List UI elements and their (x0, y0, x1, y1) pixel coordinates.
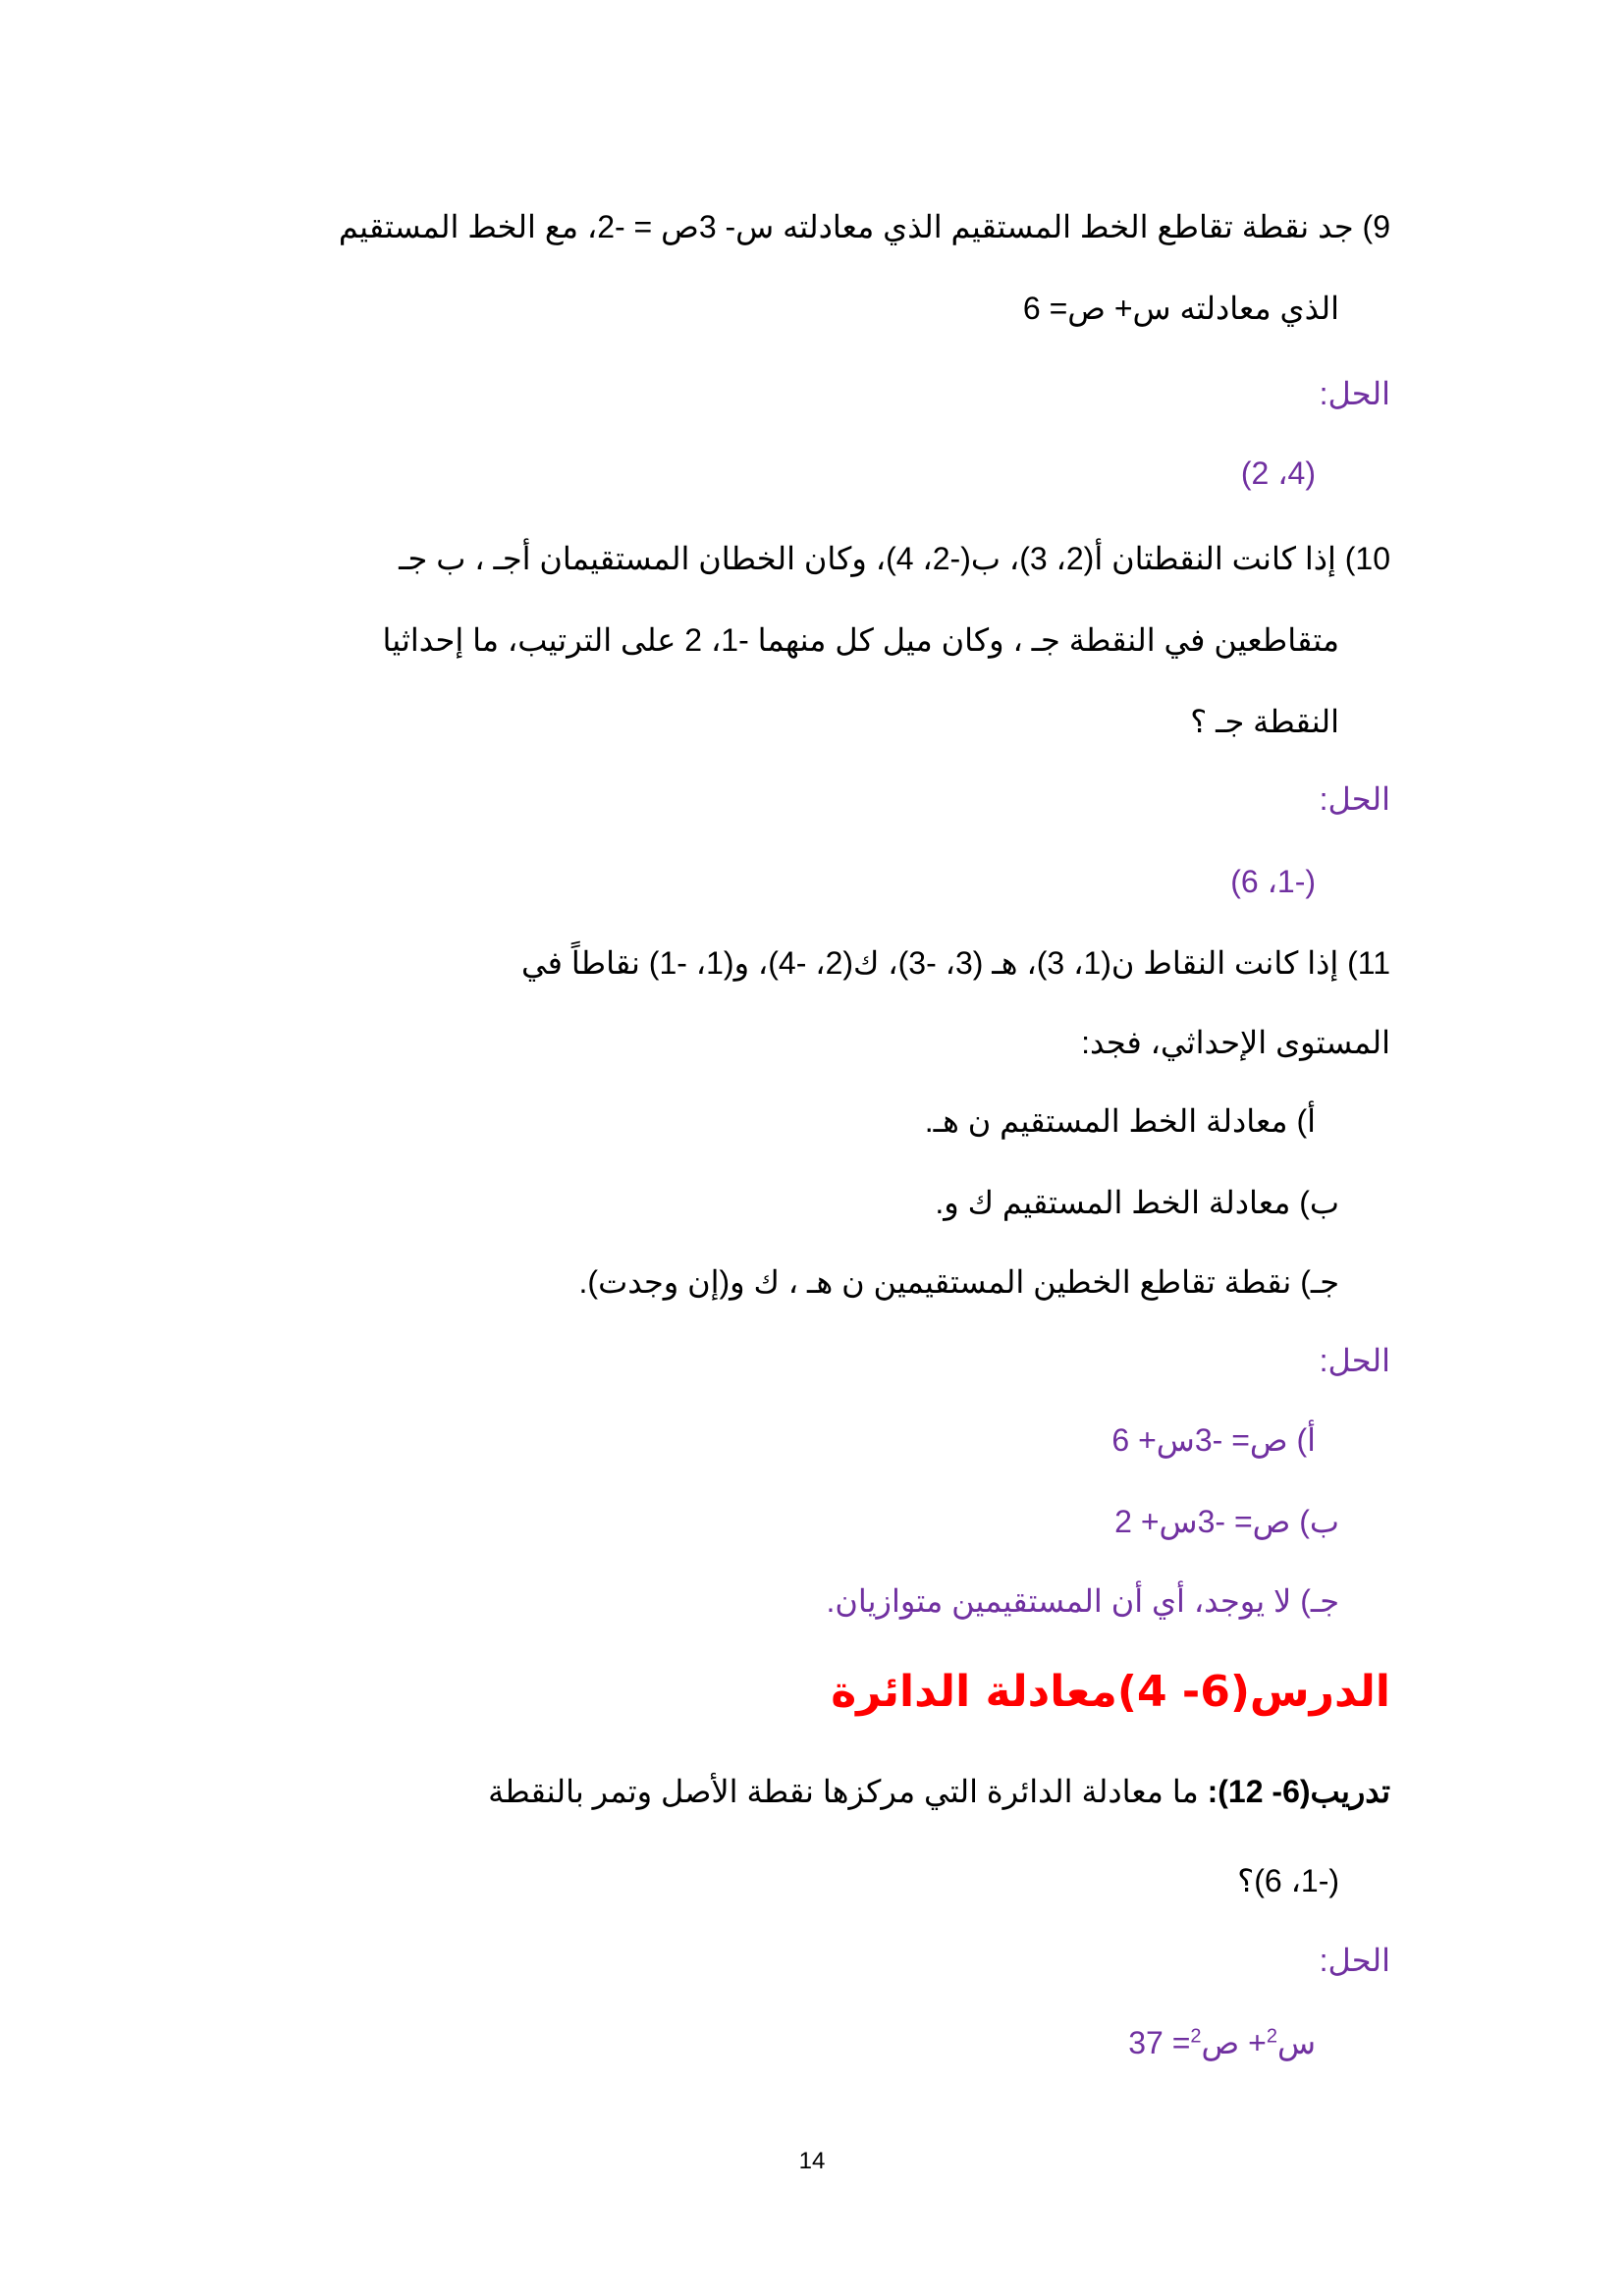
exercise-label: تدريب(6- 12): (1207, 1774, 1390, 1809)
question-9-line-1: 9) جد نقطة تقاطع الخط المستقيم الذي معادلته س- 3ص = -2، مع الخط المستقيم (338, 209, 1390, 244)
question-11-part-b: ب) معادلة الخط المستقيم ك و. (935, 1185, 1339, 1220)
exercise-line-1 (488, 1769, 1390, 1814)
question-9-answer: (4، 2) (1240, 455, 1316, 491)
exercise-text: ما معادلة الدائرة التي مركزها نقطة الأصل وتمر بالنقطة (488, 1774, 1208, 1809)
answer-exponent-2: 2 (1190, 2025, 1202, 2048)
question-11-line-1: 11) إذا كانت النقاط ن(1، 3)، هـ (3، -3)، ك(2، -4)، و(1، -1) نقاطاً في (520, 945, 1390, 981)
question-10-line-1: 10) إذا كانت النقطتان أ(2، 3)، ب(-2، 4)، وكان الخطان المستقيمان أجـ ، ب جـ (399, 541, 1390, 576)
question-9-line-2: الذي معادلته س+ ص= 6 (1022, 291, 1339, 326)
exercise-answer (1128, 2020, 1316, 2065)
question-11-part-c: جـ) نقطة تقاطع الخطين المستقيمين ن هـ ، ك و(إن وجدت). (578, 1264, 1339, 1300)
question-10-solution-label: الحل: (1319, 781, 1390, 817)
question-11-part-a: أ) معادلة الخط المستقيم ن هـ. (924, 1103, 1316, 1139)
answer-result: = 37 (1128, 2025, 1191, 2060)
lesson-title: الدرس(6- 4)معادلة الدائرة (831, 1667, 1390, 1717)
exercise-line-2: (-1، 6)؟ (1237, 1863, 1339, 1898)
question-9-solution-label: الحل: (1319, 376, 1390, 411)
question-10-line-2: متقاطعين في النقطة جـ ، وكان ميل كل منهما -1، 2 على الترتيب، ما إحداثيا (382, 622, 1339, 658)
answer-y-term: + ص (1201, 2025, 1267, 2060)
question-10-answer: (-1، 6) (1230, 864, 1316, 899)
question-11-solution-label: الحل: (1319, 1343, 1390, 1378)
exercise-solution-label: الحل: (1319, 1943, 1390, 1978)
question-11-line-2: المستوى الإحداثي، فجد: (1081, 1025, 1390, 1060)
answer-x-term: س (1276, 2025, 1316, 2060)
answer-exponent-1: 2 (1266, 2025, 1277, 2048)
page-number: 14 (798, 2148, 826, 2174)
question-10-line-3: النقطة جـ ؟ (1190, 704, 1339, 739)
question-11-answer-a: أ) ص= -3س+ 6 (1111, 1422, 1316, 1458)
question-11-answer-b: ب) ص= -3س+ 2 (1114, 1504, 1339, 1539)
question-11-answer-c: جـ) لا يوجد، أي أن المستقيمين متوازيان. (826, 1583, 1339, 1619)
